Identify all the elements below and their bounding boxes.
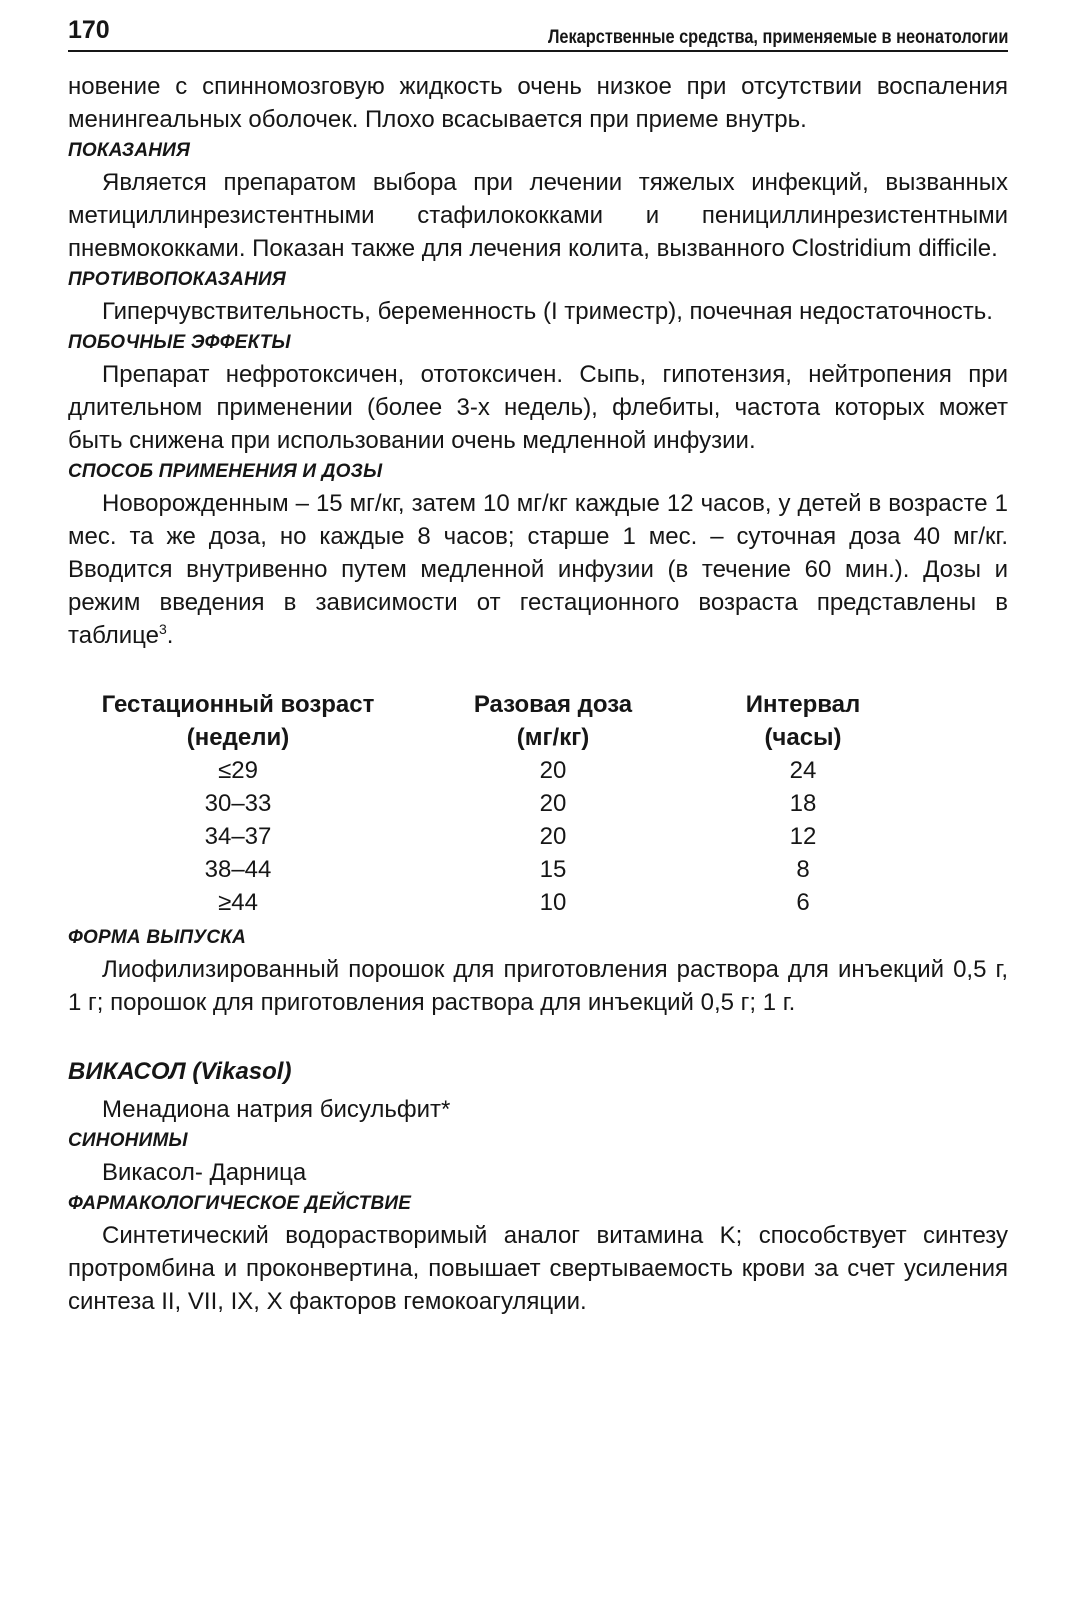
dose-table-header-row (68, 688, 908, 754)
side-effects-text: Препарат нефротоксичен, ототоксичен. Сыпь, гипотензия, нейтропения при длительном применении (более 3-х недель), флебиты, частота которых может быть снижена при использовании очень медленной инфузии. (68, 361, 1008, 454)
synonyms-text: Викасол- Дарница (102, 1159, 307, 1186)
cell-age: 34–37 (204, 823, 272, 850)
cell-dose: 15 (539, 856, 567, 883)
indications-text: Является препаратом выбора при лечении тяжелых инфекций, вызванных метициллинрезистентными стафилококками и пенициллинрезистентными пневмококками. Показан также для лечения колита, вызванного Clostridium difficile. (68, 169, 1008, 262)
release-form-heading: ФОРМА ВЫПУСКА (68, 927, 247, 948)
pharmacological-action-text: Синтетический водорастворимый аналог витамина K; способствует синтезу протромбина и проконвертина, повышает свертываемость крови за счет усиления синтеза II, VII, IX, X факторов гемокоагуляции. (68, 1222, 1008, 1315)
drug-composition: Менадиона натрия бисульфит* (102, 1096, 451, 1123)
synonyms-heading: СИНОНИМЫ (68, 1130, 188, 1151)
cell-age: 38–44 (204, 856, 272, 883)
drug-title: ВИКАСОЛ (Vikasol) (68, 1058, 292, 1085)
table-row (68, 787, 908, 820)
release-form-text: Лиофилизированный порошок для приготовления раствора для инъекций 0,5 г, 1 г; порошок для приготовления раствора для инъекций 0,5 г; 1 г. (68, 956, 1008, 1016)
indications-heading: ПОКАЗАНИЯ (68, 140, 191, 161)
page-number: 170 (68, 16, 110, 44)
running-head (68, 12, 1008, 52)
cell-dose: 20 (539, 757, 567, 784)
header-single-dose (408, 688, 698, 754)
contraindications-heading: ПРОТИВОПОКАЗАНИЯ (68, 269, 286, 290)
header-interval-line2: (часы) (764, 724, 842, 751)
cell-interval: 8 (796, 856, 810, 883)
cell-dose: 20 (539, 790, 567, 817)
header-gestational-age (68, 688, 408, 754)
table-row (68, 754, 908, 787)
dosage-heading: СПОСОБ ПРИМЕНЕНИЯ И ДОЗЫ (68, 461, 383, 482)
header-single-dose-line2: (мг/кг) (516, 724, 590, 751)
cell-dose: 20 (539, 823, 567, 850)
cell-interval: 6 (796, 889, 810, 916)
header-interval-line1: Интервал (745, 691, 861, 718)
table-row (68, 853, 908, 886)
header-interval (698, 688, 908, 754)
dosage-text-end: . (166, 622, 174, 649)
cell-age: 30–33 (204, 790, 272, 817)
running-title: Лекарственные средства, применяемые в неонатологии (547, 27, 1008, 48)
contraindications-text: Гиперчувствительность, беременность (I триместр), почечная недостаточность. (102, 298, 993, 325)
table-row (68, 820, 908, 853)
page-content (68, 70, 1008, 1318)
header-gestational-age-line2: (недели) (186, 724, 290, 751)
side-effects-heading: ПОБОЧНЫЕ ЭФФЕКТЫ (68, 332, 291, 353)
cell-interval: 18 (789, 790, 817, 817)
dosage-text (68, 487, 1008, 652)
cell-dose: 10 (539, 889, 567, 916)
cell-age: ≤29 (218, 757, 258, 784)
footnote-mark: 3 (158, 621, 167, 637)
pharmacological-action-heading: ФАРМАКОЛОГИЧЕСКОЕ ДЕЙСТВИЕ (68, 1193, 412, 1214)
intro-paragraph: новение с спинномозговую жидкость очень низкое при отсутствии воспаления менингеальных оболочек. Плохо всасывается при приеме внутрь. (68, 73, 1008, 133)
table-row (68, 886, 908, 919)
dosage-text-main: Новорожденным – 15 мг/кг, затем 10 мг/кг каждые 12 часов, у детей в возрасте 1 мес. та же доза, но каждые 8 часов; старше 1 мес. – суточная доза 40 мг/кг. Вводится внутривенно путем медленной инфузии (в течение 60 мин.). Дозы и режим введения в зависимости от гестационного возраста представлены в таблице (68, 490, 1008, 649)
cell-interval: 24 (789, 757, 817, 784)
cell-interval: 12 (789, 823, 817, 850)
cell-age: ≥44 (218, 889, 258, 916)
header-gestational-age-line1: Гестационный возраст (101, 691, 375, 718)
dose-table (68, 688, 908, 919)
header-single-dose-line1: Разовая доза (473, 691, 633, 718)
